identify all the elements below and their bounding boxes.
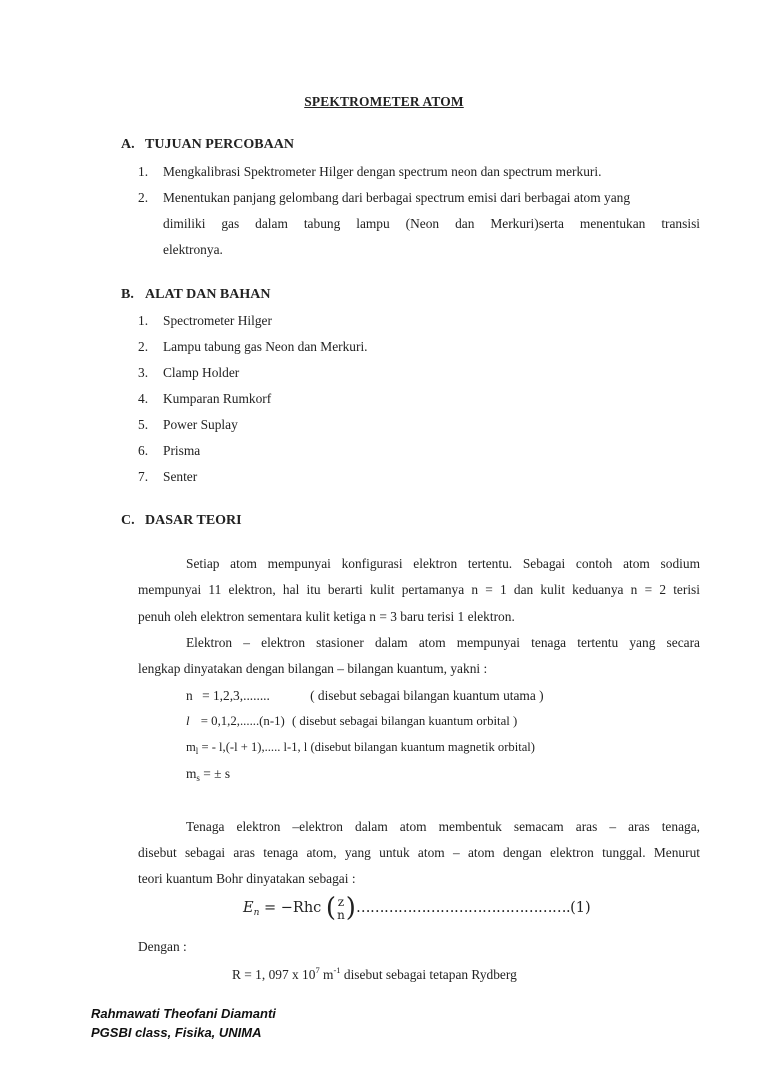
value: = 0,1,2,......(n-1) bbox=[200, 714, 285, 728]
section-c-letter: C. bbox=[121, 513, 135, 528]
quantum-number-ml bbox=[186, 740, 535, 756]
item-text: Kumparan Rumkorf bbox=[163, 391, 272, 406]
paragraph-line: Tenaga elektron –elektron dalam atom membentuk semacam aras – aras tenaga, bbox=[186, 819, 700, 834]
item-number: 1. bbox=[138, 164, 149, 179]
section-a-heading bbox=[121, 137, 294, 153]
description: = ± s bbox=[199, 766, 231, 781]
item-text-continuation: dimiliki gas dalam tabung lampu (Neon dan Merkuri)serta menentukan transisi bbox=[163, 216, 700, 231]
paragraph-line: lengkap dinyatakan dengan bilangan – bilangan kuantum, yakni : bbox=[138, 661, 488, 676]
item-text: Spectrometer Hilger bbox=[163, 313, 272, 328]
item-number: 6. bbox=[138, 443, 149, 458]
rydberg-constant-line bbox=[232, 965, 517, 983]
list-item bbox=[138, 339, 700, 355]
eq-middle: = −Rhc bbox=[259, 900, 326, 916]
symbol: n bbox=[186, 688, 193, 703]
symbol: m bbox=[186, 740, 196, 754]
item-text: Prisma bbox=[163, 443, 201, 458]
description: ( disebut sebagai bilangan kuantum utama ) bbox=[310, 688, 544, 703]
value: = 1,2,3,........ bbox=[202, 688, 270, 703]
item-number: 5. bbox=[138, 417, 149, 432]
quantum-number-n bbox=[186, 688, 544, 704]
list-item bbox=[138, 164, 700, 180]
list-item bbox=[138, 391, 700, 407]
eq-numerator: z bbox=[337, 894, 345, 909]
left-paren-icon: ( bbox=[325, 893, 337, 923]
text: disebut sebagai tetapan Rydberg bbox=[340, 967, 517, 982]
dengan-label: Dengan : bbox=[138, 939, 187, 954]
list-item bbox=[138, 443, 700, 459]
symbol: m bbox=[186, 766, 197, 781]
eq-denominator: n bbox=[337, 907, 345, 922]
item-text: Mengkalibrasi Spektrometer Hilger dengan spectrum neon dan spectrum merkuri. bbox=[163, 164, 602, 179]
superscript: -1 bbox=[333, 965, 341, 975]
list-item bbox=[138, 313, 700, 329]
paragraph-line: Elektron – elektron stasioner dalam atom mempunyai tenaga tertentu yang secara bbox=[186, 635, 700, 650]
eq-subscript: n bbox=[253, 908, 260, 918]
section-b-title: ALAT DAN BAHAN bbox=[145, 287, 271, 302]
item-number: 2. bbox=[138, 190, 149, 205]
section-c-heading bbox=[121, 513, 242, 529]
paragraph-line: teori kuantum Bohr dinyatakan sebagai : bbox=[138, 871, 356, 886]
list-item bbox=[138, 469, 700, 485]
description: ( disebut sebagai bilangan kuantum orbital ) bbox=[291, 714, 518, 728]
quantum-number-l bbox=[186, 714, 517, 729]
section-c-title: DASAR TEORI bbox=[145, 513, 242, 528]
eq-leader-dots: ………………………………………. bbox=[355, 900, 571, 916]
item-number: 7. bbox=[138, 469, 149, 484]
paragraph-line: Setiap atom mempunyai konfigurasi elektron tertentu. Sebagai contoh atom sodium bbox=[186, 556, 700, 571]
section-b-letter: B. bbox=[121, 287, 134, 302]
item-number: 4. bbox=[138, 391, 149, 406]
section-b-heading bbox=[121, 287, 271, 303]
item-text: Senter bbox=[163, 469, 198, 484]
eq-fraction bbox=[337, 896, 345, 921]
item-number: 2. bbox=[138, 339, 149, 354]
paragraph-line: penuh oleh elektron sementara kulit ketiga n = 3 baru terisi 1 elektron. bbox=[138, 609, 515, 624]
bohr-energy-equation bbox=[243, 893, 591, 923]
paragraph-line: mempunyai 11 elektron, hal itu berarti kulit pertamanya n = 1 dan kulit keduanya n = 2 terisi bbox=[138, 582, 700, 597]
description: = - l,(-l + 1),..... l-1, l (disebut bilangan kuantum magnetik orbital) bbox=[198, 740, 535, 754]
list-item bbox=[138, 190, 700, 206]
list-item bbox=[138, 417, 700, 433]
item-text: Power Suplay bbox=[163, 417, 238, 432]
section-a-title: TUJUAN PERCOBAAN bbox=[145, 137, 294, 152]
item-text: Clamp Holder bbox=[163, 365, 240, 380]
item-text: Menentukan panjang gelombang dari berbagai spectrum emisi dari berbagai atom yang bbox=[163, 190, 631, 205]
list-item bbox=[138, 365, 700, 381]
subscript: l bbox=[195, 746, 199, 756]
footer-class: PGSBI class, Fisika, UNIMA bbox=[91, 1025, 262, 1040]
item-text-continuation: elektronya. bbox=[163, 242, 223, 257]
item-text: Lampu tabung gas Neon dan Merkuri. bbox=[163, 339, 368, 354]
quantum-number-ms bbox=[186, 766, 230, 783]
subscript: s bbox=[196, 773, 200, 783]
right-paren-icon: ) bbox=[345, 893, 356, 923]
item-number: 1. bbox=[138, 313, 149, 328]
superscript: 7 bbox=[315, 965, 320, 975]
page-title: SPEKTROMETER ATOM bbox=[304, 94, 464, 109]
item-number: 3. bbox=[138, 365, 149, 380]
text: m bbox=[319, 967, 334, 982]
eq-symbol: E bbox=[243, 900, 254, 916]
symbol: l bbox=[186, 714, 190, 728]
text: R = 1, 097 x 10 bbox=[232, 967, 316, 982]
paragraph-line: disebut sebagai aras tenaga atom, yang untuk atom – atom dengan elektron tunggal. Menurut bbox=[138, 845, 700, 860]
section-a-letter: A. bbox=[121, 137, 135, 152]
eq-number: (1) bbox=[570, 900, 591, 916]
footer-author: Rahmawati Theofani Diamanti bbox=[91, 1006, 276, 1021]
